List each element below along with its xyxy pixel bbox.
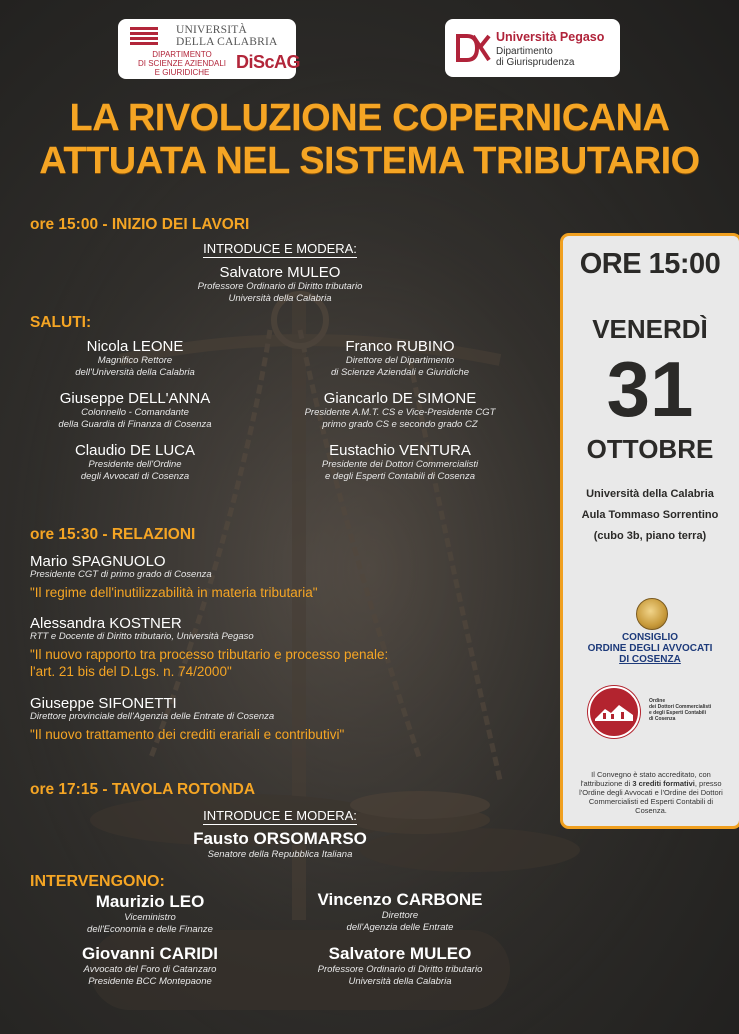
unical-name (176, 24, 296, 48)
person-name: Giuseppe DELL'ANNA (59, 390, 211, 407)
person-name: Giancarlo DE SIMONE (323, 390, 477, 407)
moderator-role: Senatore della Repubblica Italiana (207, 849, 353, 860)
note-credits: 3 crediti formativi (632, 779, 695, 788)
pegaso-dept-line1: Dipartimento (496, 46, 553, 57)
event-month: OTTOBRE (586, 434, 714, 464)
discag-wordmark: DiScAG (236, 52, 301, 72)
speaker-block (30, 615, 550, 680)
coa-seal-icon (636, 598, 668, 630)
title-line1: LA RIVOLUZIONE COPERNICANA (69, 97, 670, 139)
moderator-name: Salvatore MULEO (219, 264, 341, 281)
pegaso-mark-icon (455, 32, 491, 64)
unical-dept-line2: DI SCIENZE AZIENDALI (137, 59, 227, 68)
accreditation-note (573, 770, 729, 815)
speaker-name: Mario SPAGNUOLO (30, 553, 166, 570)
odc-line2: dei Dottori Commercialisti (649, 704, 712, 710)
event-info-panel (560, 233, 739, 829)
speaker-role: Presidente CGT di primo grado di Cosenza (30, 569, 212, 580)
panelist (290, 944, 510, 987)
speaker-role: RTT e Docente di Diritto tributario, Università Pegaso (30, 631, 254, 642)
coa-line3-text: DI COSENZA (619, 654, 681, 665)
speaker-name: Alessandra KOSTNER (30, 615, 182, 632)
relazioni-heading: ore 15:30 - RELAZIONI (30, 526, 196, 543)
note-part-c: , presso l'Ordine degli Avvocati e l'Ordine dei Dottori Commercialisti ed Esperti Contabili di Cosenza. (579, 779, 723, 815)
person-role1: Presidente A.M.T. CS e Vice-Presidente CGT (304, 407, 496, 418)
talk-title: "Il nuovo trattamento dei crediti erariali e contributivi" (30, 726, 345, 742)
tavola-moderator (110, 807, 450, 861)
person-name: Claudio DE LUCA (74, 442, 196, 459)
poster-title (0, 97, 739, 183)
person-role1: Presidente dei Dottori Commercialisti (321, 459, 479, 470)
intervengono-heading: INTERVENGONO: (30, 873, 165, 890)
location-line3: (cubo 3b, piano terra) (593, 530, 707, 542)
unical-dept (133, 50, 231, 77)
tavola-heading: ore 17:15 - TAVOLA ROTONDA (30, 781, 256, 798)
panelist-name: Giovanni CARIDI (81, 944, 218, 963)
panelist (30, 944, 270, 987)
panelist-name: Vincenzo CARBONE (317, 890, 483, 909)
person-role1: Magnifico Rettore (97, 355, 173, 366)
saluti-person (30, 442, 240, 482)
coa-line3 (563, 654, 737, 665)
unical-discag-logo (118, 19, 301, 79)
pegaso-name: Università Pegaso (496, 30, 605, 44)
panelist-role2: dell'Agenzia delle Entrate (346, 921, 454, 933)
event-time: ORE 15:00 (579, 248, 721, 280)
saluti-person (290, 390, 510, 430)
moderator-role2: Università della Calabria (228, 292, 332, 304)
location-line1: Università della Calabria (586, 488, 714, 500)
person-role2: e degli Esperti Contabili di Cosenza (325, 470, 475, 482)
odc-line4: di Cosenza (649, 716, 676, 722)
talk-title-line2: l'art. 21 bis del D.Lgs. n. 74/2000" (30, 663, 232, 679)
odc-logo-icon (587, 685, 641, 739)
event-day: VENERDÌ (592, 314, 708, 344)
panelist-name: Salvatore MULEO (328, 944, 472, 963)
person-role2: dell'Università della Calabria (75, 366, 195, 378)
pegaso-dept-line2: di Giurisprudenza (496, 57, 575, 68)
panelist-role1: Professore Ordinario di Diritto tributario (317, 964, 483, 975)
speaker-block (30, 695, 550, 743)
speaker-block (30, 553, 550, 601)
talk-title-line1: "Il nuovo rapporto tra processo tributario e processo penale: (30, 646, 389, 662)
saluti-person (30, 390, 240, 430)
unical-mark-icon (130, 27, 158, 47)
unical-name-line2: DELLA CALABRIA (176, 36, 278, 48)
talk-title: "Il regime dell'inutilizzabilità in materia tributaria" (30, 584, 318, 600)
speaker-role: Direttore provinciale dell'Agenzia delle Entrate di Cosenza (30, 711, 275, 722)
moderator-role1: Professore Ordinario di Diritto tributario (197, 281, 363, 292)
odc-text (649, 698, 729, 722)
pegaso-dept (496, 46, 611, 68)
unical-dept-line3: E GIURIDICHE (154, 68, 210, 77)
coa-line2: ORDINE DEGLI AVVOCATI (587, 643, 713, 654)
event-date: 31 (606, 345, 694, 433)
person-name: Franco RUBINO (345, 338, 455, 355)
person-name: Eustachio VENTURA (329, 442, 471, 459)
opening-heading: ore 15:00 - INIZIO DEI LAVORI (30, 216, 250, 233)
saluti-person (30, 338, 240, 378)
person-role2: degli Avvocati di Cosenza (80, 470, 190, 482)
panelist-role2: Presidente BCC Montepaone (88, 975, 212, 987)
person-role1: Direttore del Dipartimento (345, 355, 455, 366)
unical-dept-line1: DIPARTIMENTO (152, 50, 212, 59)
saluti-heading: SALUTI: (30, 314, 92, 331)
opening-moderator (130, 240, 430, 304)
unical-name-line1: UNIVERSITÀ (176, 24, 247, 36)
panelist-role1: Viceministro (124, 912, 176, 923)
panelist-role2: Università della Calabria (348, 975, 452, 987)
coa-line1: CONSIGLIO (621, 632, 679, 643)
person-name: Nicola LEONE (86, 338, 184, 355)
moderator-label: INTRODUCE E MODERA: (203, 808, 357, 823)
panelist (30, 892, 270, 935)
person-role1: Presidente dell'Ordine (88, 459, 182, 470)
panelist (290, 890, 510, 933)
person-role2: di Scienze Aziendali e Giuridiche (330, 366, 469, 378)
speaker-name: Giuseppe SIFONETTI (30, 695, 177, 712)
location-line2: Aula Tommaso Sorrentino (581, 509, 719, 521)
panelist-name: Maurizio LEO (95, 892, 205, 911)
odc-building-icon (587, 685, 641, 739)
moderator-name: Fausto ORSOMARSO (193, 829, 367, 848)
saluti-person (290, 442, 510, 482)
panelist-role1: Avvocato del Foro di Catanzaro (83, 964, 217, 975)
panelist-role2: dell'Economia e delle Finanze (87, 923, 213, 935)
odc-line3: e degli Esperti Contabili (649, 710, 706, 716)
title-line2: ATTUATA NEL SISTEMA TRIBUTARIO (39, 140, 700, 182)
odc-line1: Ordine (649, 698, 666, 704)
panelist-role1: Direttore (381, 910, 419, 921)
saluti-person (290, 338, 510, 378)
pegaso-logo (445, 19, 620, 77)
person-role1: Colonnello - Comandante (81, 407, 189, 418)
note-part-a: Il Convegno è stato accreditato, con l'attribuzione di (580, 770, 711, 788)
moderator-label: INTRODUCE E MODERA: (203, 241, 357, 256)
person-role2: primo grado CS e secondo grado CZ (322, 418, 478, 430)
person-role2: della Guardia di Finanza di Cosenza (58, 418, 212, 430)
